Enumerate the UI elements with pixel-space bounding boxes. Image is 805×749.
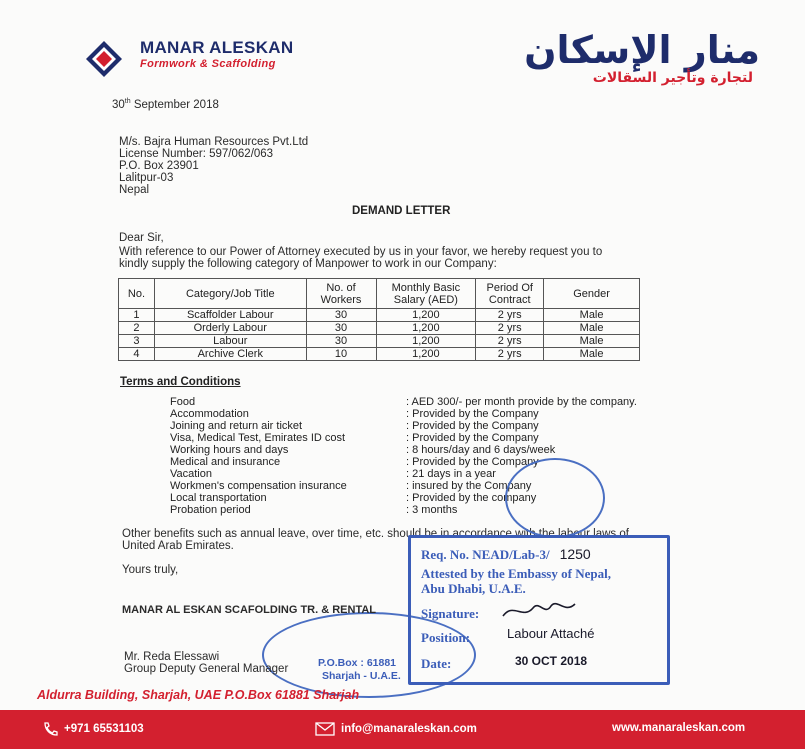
stamp-req-label: Req. No. NEAD/Lab-3/ [421,547,550,562]
term-value: : 3 months [406,504,458,516]
term-label: Local transportation [170,492,267,504]
cell-workers: 10 [306,348,376,361]
term-item [170,396,710,408]
stamp-attested-line: Abu Dhabi, U.A.E. [421,581,526,596]
footer-bar [0,710,805,749]
diamond-logo-icon [84,39,124,79]
term-item [170,468,710,480]
header-gender: Gender [544,279,640,309]
seal-city: Sharjah - U.A.E. [322,670,401,682]
recipient-line: P.O. Box 23901 [119,160,199,172]
footer-phone [42,722,144,736]
brand-name-arabic: منار الإسكان [524,28,760,72]
stamp-date-value: 30 OCT 2018 [515,654,588,668]
company-signature-name: MANAR AL ESKAN SCAFOLDING TR. & RENTAL [122,604,377,616]
intro-text: kindly supply the following category of Manpower to work in our Company: [119,258,497,270]
term-value: : Provided by the Company [406,420,539,432]
brand-tagline-arabic: لتجارة وتأجير السقالات [592,70,753,86]
cell-gender: Male [544,335,640,348]
table-row [119,309,640,322]
term-item [170,432,710,444]
cell-gender: Male [544,348,640,361]
term-item [170,420,710,432]
term-value: : Provided by the Company [406,432,539,444]
term-label: Visa, Medical Test, Emirates ID cost [170,432,346,444]
cell-category: Orderly Labour [154,322,306,335]
term-item [170,444,710,456]
letter-title: DEMAND LETTER [352,205,451,217]
company-address: Aldurra Building, Sharjah, UAE P.O.Box 61881 Sharjah [37,688,360,702]
manpower-table [118,278,640,361]
table-row [119,322,640,335]
cell-category: Scaffolder Labour [154,309,306,322]
closing-salutation: Yours truly, [122,564,179,576]
term-item [170,456,710,468]
signatory-name: Mr. Reda Elessawi [124,651,220,663]
cell-no: 4 [119,348,155,361]
recipient-line: Lalitpur-03 [119,172,174,184]
cell-no: 2 [119,322,155,335]
footer-website[interactable]: www.manaraleskan.com [612,722,746,734]
footer-email-text: info@manaraleskan.com [341,723,477,736]
term-value: : Provided by the company [406,492,537,504]
cell-period: 2 yrs [476,309,544,322]
intro-text: With reference to our Power of Attorney executed by us in your favor, we hereby request you to [119,246,603,258]
other-benefits-text: United Arab Emirates. [122,540,234,552]
term-value: : Provided by the Company [406,456,539,468]
stamp-position-value: Labour Attaché [507,626,595,641]
term-item [170,408,710,420]
cell-category: Archive Clerk [154,348,306,361]
term-item [170,480,710,492]
term-item [170,504,710,516]
term-value: : 21 days in a year [406,468,496,480]
term-value: : AED 300/- per month provide by the company. [406,396,637,408]
term-label: Working hours and days [170,444,289,456]
header-workers: No. of Workers [306,279,376,309]
envelope-icon [315,722,335,736]
cell-category: Labour [154,335,306,348]
term-label: Food [170,396,196,408]
footer-email[interactable] [315,722,477,736]
stamp-req-number: 1250 [559,546,591,562]
seal-pobox: P.O.Box : 61881 [318,657,397,669]
cell-workers: 30 [306,335,376,348]
term-label: Vacation [170,468,212,480]
cell-period: 2 yrs [476,322,544,335]
table-header-row [119,279,640,309]
phone-icon [42,722,58,736]
cell-no: 1 [119,309,155,322]
signatory-designation: Group Deputy General Manager [124,663,289,675]
terms-heading: Terms and Conditions [120,376,241,388]
header-category: Category/Job Title [154,279,306,309]
term-value: : Provided by the Company [406,408,539,420]
recipient-line: M/s. Bajra Human Resources Pvt.Ltd [119,136,309,148]
embassy-seal [505,458,605,538]
stamp-signature-label: Signature: [421,606,480,621]
cell-no: 3 [119,335,155,348]
other-benefits-text: Other benefits such as annual leave, over time, etc. should be in accordance with the labour laws of [122,528,629,540]
term-value: : insured by the Company [406,480,532,492]
cell-salary: 1,200 [376,348,476,361]
cell-gender: Male [544,322,640,335]
cell-salary: 1,200 [376,309,476,322]
embassy-attestation-stamp [408,535,670,685]
table-row [119,348,640,361]
header-no: No. [119,279,155,309]
recipient-line: Nepal [119,184,150,196]
cell-gender: Male [544,309,640,322]
recipient-line: License Number: 597/062/063 [119,148,274,160]
stamp-position-label: Position: [421,630,471,645]
cell-period: 2 yrs [476,348,544,361]
signature-scribble-icon [499,594,579,624]
letter-date: 30th September 2018 [112,98,219,111]
cell-period: 2 yrs [476,335,544,348]
term-value: : 8 hours/day and 6 days/week [406,444,556,456]
stamp-attested-line: Attested by the Embassy of Nepal, [421,566,611,581]
footer-phone-text: +971 65531103 [64,723,144,736]
term-item [170,492,710,504]
cell-workers: 30 [306,322,376,335]
term-label: Probation period [170,504,251,516]
header-period: Period Of Contract [476,279,544,309]
term-label: Joining and return air ticket [170,420,303,432]
brand-tagline-english: Formwork & Scaffolding [140,58,276,70]
term-label: Workmen's compensation insurance [170,480,347,492]
stamp-date-label: Date: [421,656,452,671]
table-row [119,335,640,348]
cell-salary: 1,200 [376,322,476,335]
brand-name-english: MANAR ALESKAN [140,38,294,57]
term-label: Medical and insurance [170,456,281,468]
header-salary: Monthly Basic Salary (AED) [376,279,476,309]
cell-salary: 1,200 [376,335,476,348]
term-label: Accommodation [170,408,249,420]
terms-list [170,396,710,516]
cell-workers: 30 [306,309,376,322]
salutation: Dear Sir, [119,232,164,244]
